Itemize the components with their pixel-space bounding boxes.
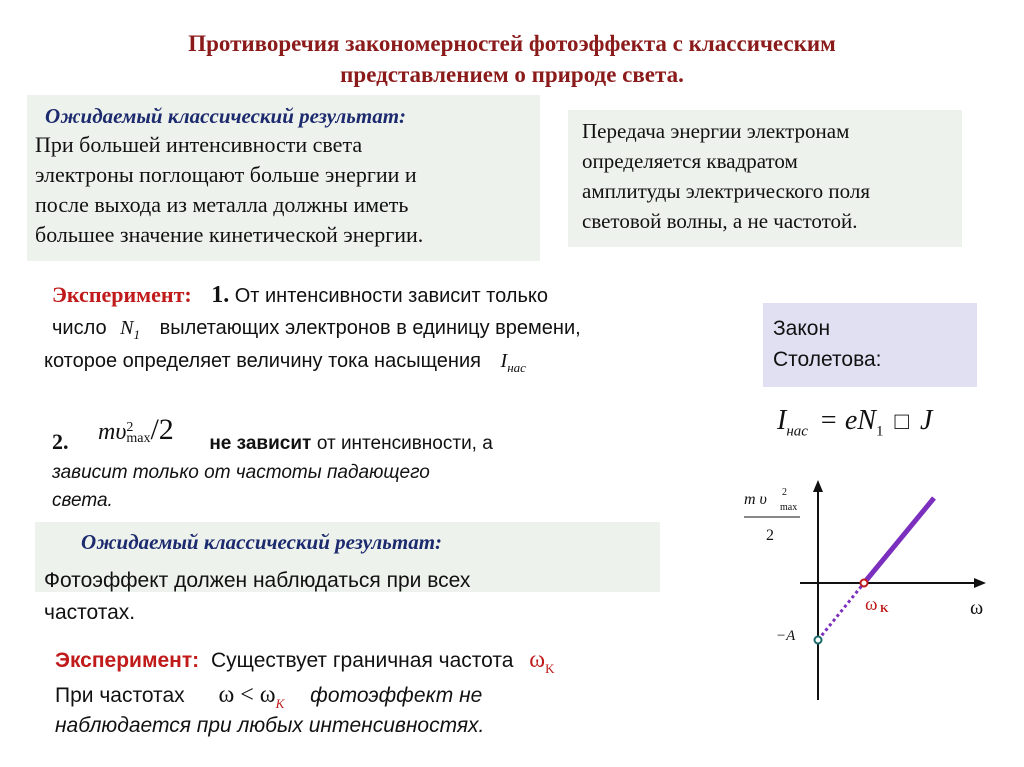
y-label-sub: max [780, 502, 798, 513]
energy-transfer-box [568, 110, 962, 247]
y-label-den: 2 [766, 527, 774, 544]
omega-k-label: ω [865, 594, 878, 615]
y-label: m υ [744, 491, 767, 508]
point-2: 2. mυ 2 max /2 не зависит от интенсивности, а [52, 413, 493, 454]
intercept-point [815, 637, 822, 644]
extrapolation-line [818, 583, 864, 640]
kinetic-energy-vs-frequency-graph [730, 478, 1010, 708]
omega-k-sub: K [880, 603, 889, 615]
x-label: ω [970, 597, 984, 619]
page-title: Противоречия закономерностей фотоэффекта с классическим представлением о природе света. [188, 31, 836, 87]
experiment-2-line2: При частотах $\omega < \omega_K$ фотоэффект не [55, 682, 483, 711]
box3-text: Фотоэффект должен наблюдаться при всех частотах. [44, 569, 471, 624]
point-2-text: зависит только от частоты падающего света. [52, 462, 430, 511]
omega-k-symbol: $\omega_K$ [529, 647, 555, 676]
box1-text: При большей интенсивности света электроны поглощают больше энергии и после выхода из металла должны иметь большее значение кинетической энергии. [35, 132, 424, 247]
box1-heading: Ожидаемый классический результат: [45, 104, 407, 128]
frequency-inequality: $\omega < \omega_K$ [218, 682, 285, 711]
stoletov-law-box: Закон Столетова: [763, 303, 977, 387]
stoletov-formula: $I_{нас} = eN_1$ □ J [777, 405, 933, 440]
x-axis-arrow [974, 578, 986, 588]
i-sat-symbol: $I_{нас}$ [500, 350, 526, 375]
kinetic-energy-formula: mυ 2 max /2 [98, 413, 174, 447]
y-axis-arrow [813, 480, 823, 492]
experiment-1-line3: которое определяет величину тока насыщения $I_{нас}$ [44, 350, 526, 375]
threshold-point [861, 580, 868, 587]
energy-line [864, 498, 934, 583]
box3-heading: Ожидаемый классический результат: [81, 530, 443, 554]
n1-symbol: $N_1$ [120, 317, 141, 342]
experiment-1-label: Эксперимент: [52, 282, 192, 307]
experiment-1: Эксперимент: 1. От интенсивности зависит только [52, 282, 548, 308]
experiment-1-line2: число $N_1$ вылетающих электронов в единицу времени, [52, 317, 581, 342]
y-label-sup: 2 [782, 487, 787, 498]
classical-expectation-box-1 [27, 95, 540, 261]
experiment-2: Эксперимент: Существует граничная частота $\omega_K$ [55, 647, 555, 676]
box2-text: Передача энергии электронам определяется квадратом амплитуды электрического поля световой волны, а не частотой. [582, 119, 871, 233]
experiment-2-label: Эксперимент: [55, 649, 200, 672]
experiment-2-line3: наблюдается при любых интенсивностях. [55, 714, 485, 737]
intercept-label: −A [776, 628, 796, 644]
